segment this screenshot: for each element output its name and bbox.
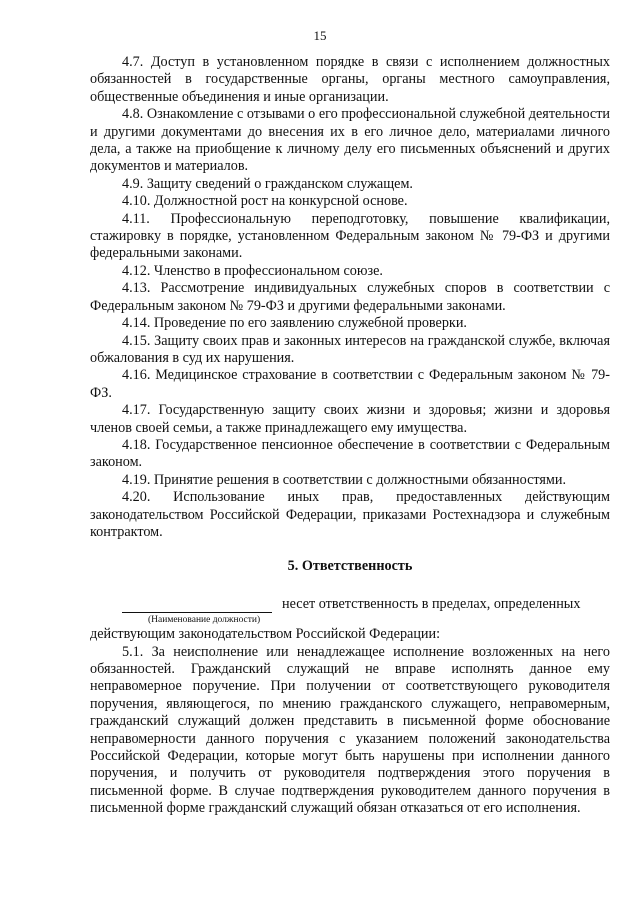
item-4-20: 4.20. Использование иных прав, предоставленных действующим законодательством Российской Федерации, приказами Ростехнадзора и служебным контрактом.: [90, 489, 610, 540]
item-4-10: 4.10. Должностной рост на конкурсной основе.: [122, 193, 408, 210]
item-4-16: 4.16. Медицинское страхование в соответствии с Федеральным законом № 79-ФЗ.: [90, 367, 610, 401]
item-4-14: 4.14. Проведение по его заявлению служебной проверки.: [122, 315, 467, 332]
item-4-12: 4.12. Членство в профессиональном союзе.: [122, 262, 383, 279]
item-4-9: 4.9. Защиту сведений о гражданском служащем.: [122, 175, 413, 192]
item-4-7: 4.7. Доступ в установленном порядке в связи с исполнением должностных обязанностей в государственные органы, органы местного самоуправления, общественные объединения и иные организации.: [90, 54, 610, 105]
item-4-13: 4.13. Рассмотрение индивидуальных служебных споров в соответствии с Федеральным законом № 79-ФЗ и другими федеральными законами.: [90, 280, 610, 314]
item-4-18: 4.18. Государственное пенсионное обеспечение в соответствии с Федеральным законом.: [90, 436, 610, 471]
item-4-8: 4.8. Ознакомление с отзывами о его профессиональной служебной деятельности и другими документами до внесения их в его личное дело, материалами личного дела, а также на приобщение к личному делу его письменных объяснений и других документов и материалов.: [90, 106, 610, 175]
item-4-17: 4.17. Государственную защиту своих жизни и здоровья; жизни и здоровья членов своей семьи, а также принадлежащего ему имущества.: [90, 402, 610, 436]
responsibility-continuation: действующим законодательством Российской Федерации:: [90, 626, 441, 643]
position-caption: (Наименование должности): [148, 615, 261, 626]
document-body: [90, 54, 610, 818]
page-number: 15: [313, 28, 327, 43]
item-5-1: 5.1. За неисполнение или ненадлежащее исполнение возложенных на него обязанностей. Гражданский служащий не вправе исполнять данное ему неправомерное поручение. При получении от соответствующего руководителя поручения, являющегося, по мнению гражданского служащего, неправомерным, гражданский служащий должен представить в письменной форме обоснование неправомерности данного поручения с указанием положений законодательства Российской Федерации, которые могут быть нарушены при исполнении данного поручения, и получить от руководителя подтверждения этого поручения в письменной форме. В случае подтверждения руководителем данного поручения в письменной форме гражданский служащий обязан отказаться от его исполнения.: [90, 643, 610, 817]
item-4-19: 4.19. Принятие решения в соответствии с должностными обязанностями.: [122, 471, 567, 488]
responsibility-line: [90, 596, 610, 613]
responsibility-text: несет ответственность в пределах, определенных: [282, 595, 581, 612]
section-5-heading: 5. Ответственность: [287, 558, 413, 575]
item-4-15: 4.15. Защиту своих прав и законных интересов на гражданской службе, включая обжалования в суд их нарушения.: [90, 332, 610, 366]
item-4-11: 4.11. Профессиональную переподготовку, повышение квалификации, стажировку в порядке, установленном Федеральным законом № 79-ФЗ и другими федеральными законами.: [90, 210, 610, 262]
position-blank-field: [122, 598, 272, 613]
